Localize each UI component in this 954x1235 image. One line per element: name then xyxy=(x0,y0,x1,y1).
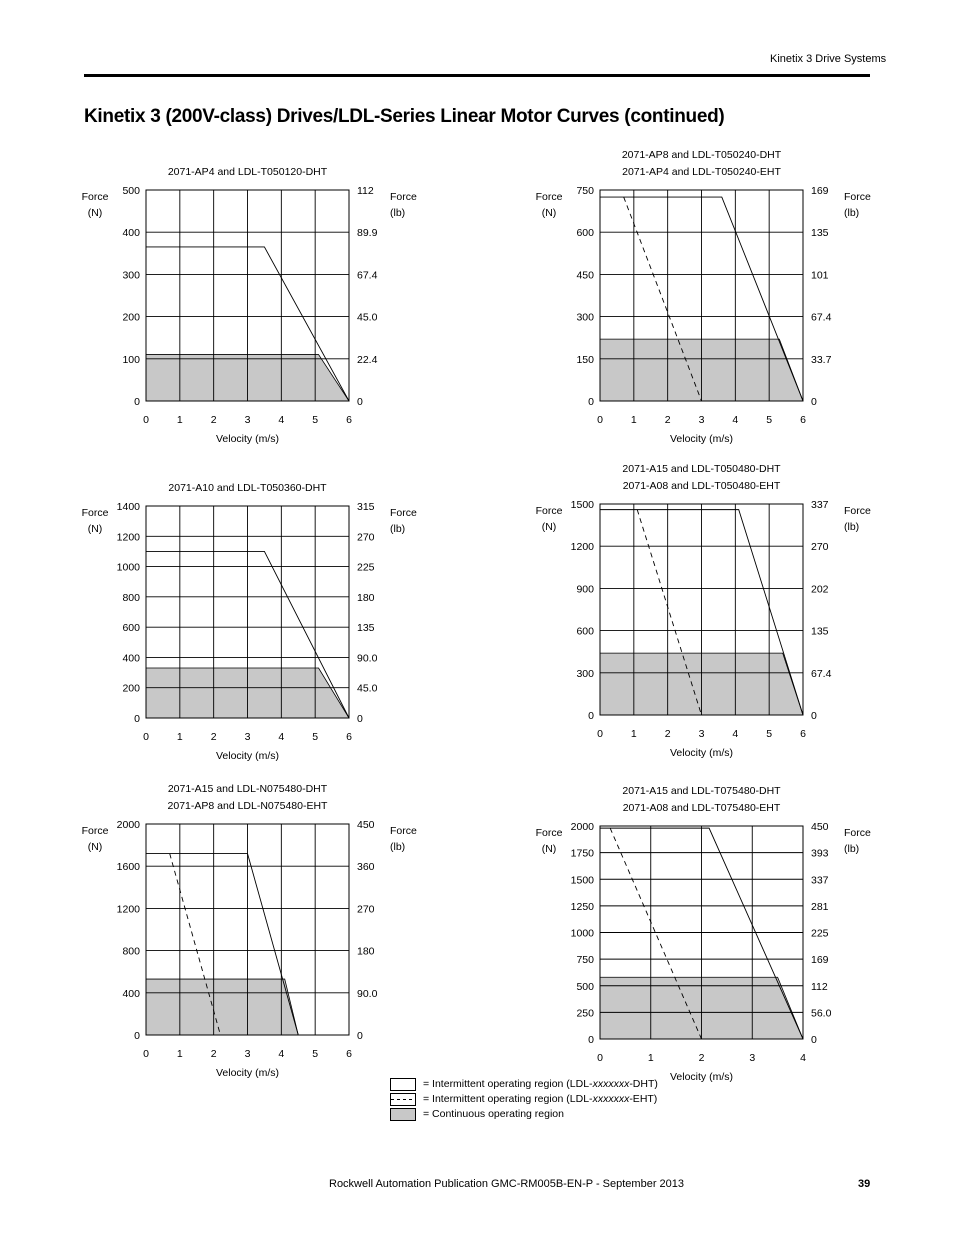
x-tick-label: 4 xyxy=(278,731,285,743)
y-axis-label-left: (N) xyxy=(87,207,103,219)
y-tick-label-left: 0 xyxy=(588,1034,594,1046)
y-tick-label-left: 1000 xyxy=(570,927,594,940)
x-tick-label: 1 xyxy=(176,414,183,426)
x-tick-label: 2 xyxy=(664,728,671,740)
y-tick-label-left: 1600 xyxy=(116,861,140,874)
y-axis-label-right: (lb) xyxy=(844,207,860,219)
x-tick-label: 0 xyxy=(143,731,149,743)
y-tick-label-left: 300 xyxy=(576,667,594,680)
y-tick-label-right: 0 xyxy=(357,1030,363,1042)
y-tick-label-left: 400 xyxy=(122,987,140,1000)
chart-3 xyxy=(82,482,417,762)
y-tick-label-right: 45.0 xyxy=(357,682,378,695)
y-tick-label-right: 180 xyxy=(357,945,375,958)
legend-label-post: -DHT) xyxy=(629,1078,658,1090)
page-number: 39 xyxy=(858,1178,871,1190)
y-tick-label-right: 0 xyxy=(357,396,363,408)
x-tick-label: 3 xyxy=(244,1048,251,1060)
x-tick-label: 0 xyxy=(143,414,149,426)
x-tick-label: 1 xyxy=(630,728,637,740)
x-tick-label: 6 xyxy=(346,731,352,743)
y-axis-label-right: (lb) xyxy=(390,207,406,219)
y-axis-label-right: (lb) xyxy=(390,523,406,535)
y-tick-label-right: 112 xyxy=(811,980,828,993)
y-axis-label-right: (lb) xyxy=(390,841,406,853)
x-tick-label: 4 xyxy=(800,1052,806,1064)
y-tick-label-right: 135 xyxy=(811,227,829,240)
y-tick-label-right: 67.4 xyxy=(357,269,378,282)
chart-title: 2071-A15 and LDL-T050480-DHT xyxy=(622,463,781,475)
y-tick-label-right: 90.0 xyxy=(357,987,378,1000)
y-tick-label-right: 225 xyxy=(357,561,375,574)
y-tick-label-left: 1200 xyxy=(116,903,140,916)
continuous-region xyxy=(146,979,298,1035)
x-tick-label: 5 xyxy=(766,414,773,426)
x-tick-label: 2 xyxy=(210,1048,217,1060)
y-tick-label-right: 180 xyxy=(357,591,375,604)
y-tick-label-left: 200 xyxy=(122,682,140,695)
y-tick-label-left: 500 xyxy=(122,185,140,197)
y-tick-label-left: 800 xyxy=(122,591,140,604)
y-tick-label-right: 270 xyxy=(811,541,829,554)
legend-label-pre: = Intermittent operating region (LDL- xyxy=(423,1078,593,1090)
x-tick-label: 6 xyxy=(346,414,352,426)
y-tick-label-right: 67.4 xyxy=(811,667,832,680)
y-axis-label-right: (lb) xyxy=(844,843,860,855)
x-tick-label: 2 xyxy=(210,731,217,743)
y-tick-label-right: 315 xyxy=(357,501,375,513)
y-axis-label-right: Force xyxy=(844,827,871,839)
y-tick-label-right: 112 xyxy=(357,185,374,197)
y-tick-label-right: 22.4 xyxy=(357,353,378,366)
x-tick-label: 5 xyxy=(312,1048,319,1060)
chart-6 xyxy=(536,785,871,1083)
x-tick-label: 6 xyxy=(800,414,806,426)
y-tick-label-right: 0 xyxy=(811,710,817,722)
y-tick-label-right: 89.9 xyxy=(357,227,378,240)
y-axis-label-left: Force xyxy=(535,827,563,839)
x-tick-label: 3 xyxy=(749,1052,756,1064)
x-tick-label: 6 xyxy=(800,728,806,740)
y-tick-label-left: 600 xyxy=(122,622,140,635)
y-tick-label-right: 169 xyxy=(811,954,829,967)
y-axis-label-left: (N) xyxy=(541,843,557,855)
x-tick-label: 0 xyxy=(597,728,603,740)
y-axis-label-left: (N) xyxy=(541,207,557,219)
y-tick-label-right: 101 xyxy=(811,269,829,282)
y-axis-label-left: (N) xyxy=(541,521,557,533)
x-tick-label: 0 xyxy=(597,414,603,426)
x-tick-label: 3 xyxy=(698,728,705,740)
y-tick-label-left: 1400 xyxy=(116,501,140,513)
chart-title: 2071-A08 and LDL-T050480-EHT xyxy=(622,480,781,492)
x-tick-label: 4 xyxy=(278,414,285,426)
y-tick-label-right: 360 xyxy=(357,861,375,874)
chart-title: 2071-AP8 and LDL-T050240-DHT xyxy=(621,149,782,161)
x-tick-label: 1 xyxy=(176,731,183,743)
y-tick-label-right: 450 xyxy=(811,821,829,833)
y-axis-label-right: (lb) xyxy=(844,521,860,533)
y-axis-label-left: Force xyxy=(535,191,563,203)
y-tick-label-right: 67.4 xyxy=(811,311,832,324)
y-tick-label-left: 600 xyxy=(576,227,594,240)
y-axis-label-left: (N) xyxy=(87,841,103,853)
y-tick-label-right: 337 xyxy=(811,874,829,887)
y-axis-label-left: Force xyxy=(81,825,109,837)
y-tick-label-right: 202 xyxy=(811,583,829,596)
x-tick-label: 5 xyxy=(312,414,319,426)
legend-label-pre: = Continuous operating region xyxy=(423,1108,564,1120)
chart-title: 2071-A15 and LDL-T075480-DHT xyxy=(622,785,781,797)
legend-swatch-filled xyxy=(390,1108,416,1121)
y-tick-label-right: 33.7 xyxy=(811,353,832,366)
y-tick-label-right: 281 xyxy=(811,900,829,913)
y-axis-label-left: Force xyxy=(81,191,109,203)
legend-swatch-solid xyxy=(390,1078,416,1091)
x-axis-label: Velocity (m/s) xyxy=(215,433,280,445)
y-tick-label-left: 1000 xyxy=(116,561,140,574)
y-tick-label-left: 400 xyxy=(122,652,140,665)
y-tick-label-right: 225 xyxy=(811,927,829,940)
y-tick-label-left: 600 xyxy=(576,625,594,638)
y-tick-label-left: 900 xyxy=(576,583,594,596)
y-tick-label-right: 56.0 xyxy=(811,1007,832,1020)
y-tick-label-right: 0 xyxy=(357,713,363,725)
y-tick-label-right: 0 xyxy=(811,1034,817,1046)
y-axis-label-left: (N) xyxy=(87,523,103,535)
legend-label-em: xxxxxxx xyxy=(592,1093,630,1105)
y-axis-label-right: Force xyxy=(390,825,417,837)
legend-label-post: -EHT) xyxy=(629,1093,658,1105)
chart-title: 2071-AP4 and LDL-T050240-EHT xyxy=(622,166,781,178)
y-tick-label-left: 500 xyxy=(576,980,594,993)
x-axis-label: Velocity (m/s) xyxy=(669,747,734,759)
x-tick-label: 5 xyxy=(312,731,319,743)
x-tick-label: 1 xyxy=(176,1048,183,1060)
x-tick-label: 2 xyxy=(698,1052,705,1064)
legend-swatch-dashed xyxy=(390,1093,416,1106)
y-tick-label-right: 135 xyxy=(357,622,375,635)
y-tick-label-left: 100 xyxy=(122,353,140,366)
x-tick-label: 1 xyxy=(630,414,637,426)
chart-title: 2071-A15 and LDL-N075480-DHT xyxy=(167,783,328,795)
y-tick-label-right: 270 xyxy=(357,903,375,916)
y-tick-label-left: 300 xyxy=(576,311,594,324)
y-tick-label-left: 2000 xyxy=(116,819,140,831)
y-tick-label-left: 1250 xyxy=(570,900,594,913)
y-tick-label-left: 1500 xyxy=(570,499,594,511)
y-tick-label-left: 750 xyxy=(576,954,594,967)
page-heading: Kinetix 3 (200V-class) Drives/LDL-Series Linear Motor Curves (continued) xyxy=(84,106,725,127)
y-tick-label-right: 45.0 xyxy=(357,311,378,324)
x-axis-label: Velocity (m/s) xyxy=(215,1067,280,1079)
y-tick-label-left: 1200 xyxy=(570,541,594,554)
y-tick-label-left: 300 xyxy=(122,269,140,282)
chart-2 xyxy=(536,149,871,445)
y-tick-label-left: 2000 xyxy=(570,821,594,833)
x-tick-label: 2 xyxy=(664,414,671,426)
x-tick-label: 0 xyxy=(143,1048,149,1060)
legend-label-pre: = Intermittent operating region (LDL- xyxy=(423,1093,593,1105)
y-tick-label-left: 1500 xyxy=(570,874,594,887)
y-tick-label-left: 0 xyxy=(588,710,594,722)
y-tick-label-left: 1750 xyxy=(570,847,594,860)
y-tick-label-right: 169 xyxy=(811,185,829,197)
x-axis-label: Velocity (m/s) xyxy=(669,1071,734,1083)
y-tick-label-left: 400 xyxy=(122,227,140,240)
x-tick-label: 3 xyxy=(698,414,705,426)
legend-label-em: xxxxxxx xyxy=(592,1078,630,1090)
y-tick-label-right: 337 xyxy=(811,499,829,511)
y-tick-label-left: 0 xyxy=(588,396,594,408)
y-tick-label-left: 150 xyxy=(576,353,594,366)
y-tick-label-right: 270 xyxy=(357,531,375,544)
x-tick-label: 1 xyxy=(647,1052,654,1064)
y-tick-label-right: 393 xyxy=(811,847,829,860)
y-tick-label-left: 450 xyxy=(576,269,594,282)
x-axis-label: Velocity (m/s) xyxy=(215,750,280,762)
x-tick-label: 4 xyxy=(278,1048,285,1060)
chart-title: 2071-A10 and LDL-T050360-DHT xyxy=(168,482,327,494)
x-tick-label: 6 xyxy=(346,1048,352,1060)
y-tick-label-left: 800 xyxy=(122,945,140,958)
y-tick-label-left: 250 xyxy=(576,1007,594,1020)
x-tick-label: 4 xyxy=(732,728,739,740)
y-tick-label-right: 0 xyxy=(811,396,817,408)
y-axis-label-right: Force xyxy=(844,505,871,517)
x-tick-label: 2 xyxy=(210,414,217,426)
y-tick-label-left: 0 xyxy=(134,713,140,725)
y-tick-label-right: 90.0 xyxy=(357,652,378,665)
chart-4 xyxy=(536,463,871,759)
x-tick-label: 3 xyxy=(244,731,251,743)
chart-1 xyxy=(82,166,417,445)
x-axis-label: Velocity (m/s) xyxy=(669,433,734,445)
chart-5 xyxy=(82,783,417,1079)
y-tick-label-left: 0 xyxy=(134,1030,140,1042)
footer-publication: Rockwell Automation Publication GMC-RM005B-EN-P - September 2013 xyxy=(329,1178,685,1190)
running-header-title: Kinetix 3 Drive Systems xyxy=(770,53,887,65)
y-tick-label-left: 750 xyxy=(576,185,594,197)
chart-title: 2071-A08 and LDL-T075480-EHT xyxy=(622,802,781,814)
y-tick-label-right: 135 xyxy=(811,625,829,638)
y-axis-label-right: Force xyxy=(390,191,417,203)
x-tick-label: 0 xyxy=(597,1052,603,1064)
chart-title: 2071-AP8 and LDL-N075480-EHT xyxy=(167,800,328,812)
chart-title: 2071-AP4 and LDL-T050120-DHT xyxy=(167,166,328,178)
x-tick-label: 3 xyxy=(244,414,251,426)
y-axis-label-left: Force xyxy=(535,505,563,517)
y-tick-label-left: 1200 xyxy=(116,531,140,544)
y-tick-label-right: 450 xyxy=(357,819,375,831)
y-tick-label-left: 0 xyxy=(134,396,140,408)
x-tick-label: 4 xyxy=(732,414,739,426)
y-axis-label-right: Force xyxy=(390,507,417,519)
y-tick-label-left: 200 xyxy=(122,311,140,324)
x-tick-label: 5 xyxy=(766,728,773,740)
y-axis-label-right: Force xyxy=(844,191,871,203)
y-axis-label-left: Force xyxy=(81,507,109,519)
